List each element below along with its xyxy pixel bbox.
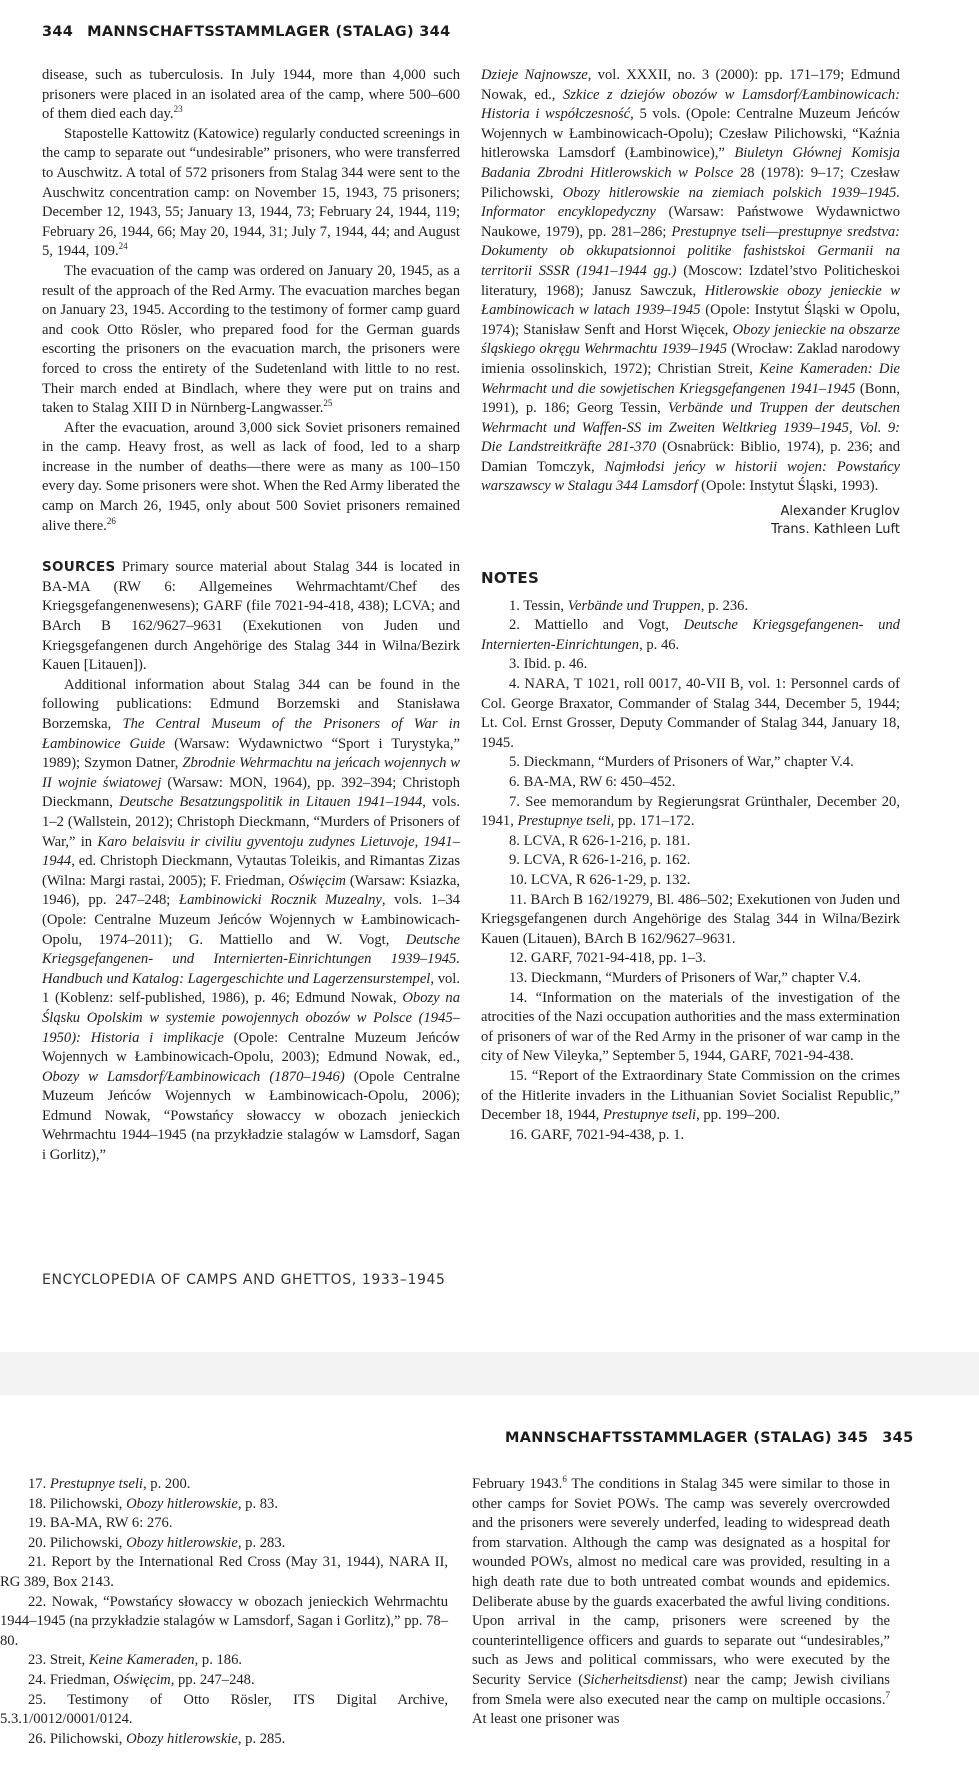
body-text-segment: February 1943. [472,1476,563,1492]
note-text: , p. 236. [700,597,749,614]
note-text: , p. 186. [194,1652,243,1669]
body-text-segment: ) near the camp; Jewish civilians from Smela were also executed near the camp on multiple occasions. [472,1671,890,1708]
note-text: Obozy hitlerowskie [126,1534,238,1551]
citation-text: The Central Museum of the Prisoners of War in Łambinowice Guide [42,716,460,752]
note-text: , pp. 171–172. [610,813,695,830]
running-head [505,1430,913,1446]
citation-text: , 5 vols. (Opole: Centralne Muzeum Jeńców Wojennych w Łambinowicach-Opolu); Czesław Pilichowski, “Kaźnia hitlerowska Lamsdorf (Łambinowice),” [481,106,900,162]
citation-text: Zbrodnie Wehrmachtu na jeńcach wojennych w II wojnie światowej [42,755,461,791]
citation-text: Obozy jenieckie na obszarze śląskiego okręgu Wehrmachtu 1939–1945 [481,321,900,358]
note-item [481,1126,900,1146]
citation-text: , vols. 1–2 (Wallstein, 2012); Christoph Dieckmann, “Murders of Prisoners of War,” in [42,794,460,850]
paragraph-text: After the evacuation, around 3,000 sick Soviet prisoners remained in the camp. Heavy frost, as well as lack of food, led to a sharp increase in the number of deaths—there were as many as 100–150 every day. Some prisoners were shot. When the Red Army liberated the camp on March 26, 1945, only about 500 Soviet prisoners remained alive there. [42,419,460,534]
body-text-segment: 6 [562,1474,567,1485]
note-text: Obozy hitlerowskie [126,1730,238,1747]
note-text: , p. 83. [237,1495,278,1512]
body-text-segment: Sicherheitsdienst [583,1671,683,1688]
note-item [481,597,900,617]
note-item [481,891,900,950]
citation-text: (Wrocław: Zaklad narodowy imienia ossolinskich, 1972); Christian Streit, [481,341,901,377]
translator-credit: Trans. Kathleen Luft [771,522,900,538]
note-item [481,655,900,675]
note-text: 20. Pilichowski, [28,1534,127,1551]
citation-text: (Osnabrück: Biblio, 1974), p. 236; and Damian Tomczyk, [481,439,901,475]
footnote-ref: 26 [106,515,116,526]
citation-text: (Opole: Instytut Śląski, 1993). [697,478,879,495]
citation-text: (Bonn, 1991), p. 186; Georg Tessin, [481,380,900,417]
citation-text: Keine Kameraden: Die Wehrmacht und die sowjetischen Kriegsgefangenen 1941–1945 [481,360,900,397]
citation-text: Additional information about Stalag 344 can be found in the following publications: Edmund Borzemski and Stanisława Borzemska, [42,676,460,732]
citation-text: (Opole Centralne Muzeum Jeńców Wojennych w Łambinowicach-Opolu, 2006); Edmund Nowak, “Powstańcy słowaccy w obozach jenieckich Wehrmachtu 1944–1945 (na przykładzie stalagów w Lamsdorf, Sagan i Gorlitz),” [42,1068,461,1164]
citation-text: Najmłodsi jeńcy w historii wojen: Powstańcy warszawscy w Stalagu 344 Lamsdorf [481,458,900,495]
note-text: 5. Dieckmann, “Murders of Prisoners of War,” chapter V.4. [509,754,854,771]
footnote-ref: 24 [118,241,128,252]
author-signature: Alexander Kruglov [780,504,900,520]
citation-text: 28 (1978): 9–17; Czesław Pilichowski, [481,164,900,201]
note-item [0,1691,448,1730]
note-item [0,1651,448,1671]
note-text: , p. 200. [142,1476,191,1492]
note-text: 3. Ibid. p. 46. [509,656,588,673]
note-item [481,1067,900,1126]
note-item [481,989,900,1067]
body-text-segment: The conditions in Stalag 345 were similar to those in other camps for Soviet POWs. The camp was severely overcrowded and the prisoners were severely underfed, leading to widespread death from starvation. Although the camp was designated as a hospital for wounded POWs, almost no medical care was provided, resulting in a high death rate due to both untreated combat wounds and epidemics. Deliberate abuse by the guards exacerbated the awful living conditions. Upon arrival in the camp, prisoners were screened by the counterintelligence officers and guards to separate out “undesirables,” such as Jews and political commissars, who were executed by the Security Service ( [472,1476,891,1688]
body-text [42,66,460,536]
page-number: 345 [882,1430,914,1446]
citation-text: Deutsche Kriegsgefangenen- und Internierten-Einrichtungen 1939–1945. Handbuch und Katalog: Lagergeschichte und Lagerzensurstempel [42,931,460,987]
notes-column [0,1475,448,1749]
page-345 [0,1395,979,1766]
note-text: , pp. 247–248. [170,1671,255,1688]
citation-text: Prestupnye tseli—prestupnye sredstva: Dokumenty ob okkupatsionnoi politike fashistskoi Germanii na territorii SSSR (1941–1944 gg.) [481,223,900,279]
note-text: 8. LCVA, R 626-1-216, p. 181. [509,832,691,849]
note-text: , p. 283. [237,1534,286,1551]
note-text: 13. Dieckmann, “Murders of Prisoners of War,” chapter V.4. [509,969,862,986]
note-text: Prestupnye tseli [602,1107,697,1124]
citation-text: (Warsaw: Państwowe Wydawnictwo Naukowe, 1979), pp. 281–286; [481,204,900,240]
note-text: Prestupnye tseli [49,1476,143,1492]
note-item [481,773,900,793]
note-item [481,675,900,753]
note-item [481,969,900,989]
note-text: 19. BA-MA, RW 6: 276. [28,1515,173,1532]
note-item [481,851,900,871]
body-text [472,1475,890,1730]
note-item [481,949,900,969]
body-paragraph [42,419,460,537]
citation-text: Obozy hitlerowskie na ziemiach polskich 1939–1945. Informator encyklopedyczny [481,184,900,221]
sources-text: Primary source material about Stalag 344 is located in BA-MA (RW 6: Allgemeines Wehrmachtamt/Chef des Kriegsgefangenenwesens); GARF (file 7021-94-418, 438); LCVA; and BArch B 162/9627–9631 (Exekutionen von Juden und Kriegsgefangenen durch Angehörige des Stalag 344 in Wilna/Bezirk Kauen [Litauen]). [42,559,460,674]
citation-text: (Opole: Centralne Muzeum Jeńców Wojennych w Łambinowicach-Opolu, 2003); Edmund Nowak, ed., [42,1029,460,1066]
body-paragraph [42,262,460,419]
body-text-segment: At least one prisoner was [472,1711,620,1728]
note-text: Verbände und Truppen [567,597,701,614]
note-item [0,1593,448,1652]
note-item [0,1534,448,1554]
citation-text: (Warsaw: Ksiazka, 1946), pp. 247–248; [42,872,460,909]
citation-text: (Warsaw: Wydawnictwo “Sport i Turystyka,” 1989); Szymon Datner, [42,735,460,772]
bibliography-continued [481,66,900,497]
note-text: 15. “Report of the Extraordinary State Commission on the crimes of the Hitlerite invaders in the Lithuanian Soviet Socialist Republic,” December 18, 1944, [481,1067,900,1124]
footnote-ref: 25 [323,398,333,409]
note-text: Prestupnye tseli [517,813,611,830]
note-item [0,1514,448,1534]
citation-text: Łambinowicki Rocznik Muzealny [178,892,382,909]
citation-text: , ed. Christoph Dieckmann, Vytautas Toleikis, and Rimantas Zizas (Wilna: Margi rastai, 2005); F. Friedman, [42,853,460,889]
note-text: 4. NARA, T 1021, roll 0017, 40-VII B, vol. 1: Personnel cards of Col. George Braxator, Commander of Stalag 344, December 5, 1944; Lt. Col. Ernst Grosser, Deputy Commander of Stalag 344, January 18, 1945. [481,676,900,751]
note-text: Keine Kameraden [88,1652,195,1669]
note-text: 12. GARF, 7021-94-418, pp. 1–3. [509,950,707,967]
paragraph-text: Stapostelle Kattowitz (Katowice) regularly conducted screenings in the camp to separate out “undesirable” prisoners, who were transferred to Auschwitz. A total of 572 prisoners from Stalag 344 were sent to the Auschwitz concentration camp: on November 15, 1943, 75 prisoners; December 12, 1943, 55; January 13, 1944, 73; February 24, 1944, 119; February 26, 1944, 66; May 20, 1944, 31; July 7, 1944, 44; and August 5, 1944, 109. [42,125,460,260]
note-text: 17. [28,1476,50,1492]
note-item [481,616,900,655]
citation-text: , vol. 1 (Koblenz: self-published, 1986), p. 46; Edmund Nowak, [42,970,461,1007]
body-text-segment: 7 [885,1689,890,1700]
note-text: Obozy hitlerowskie [126,1495,238,1512]
left-column [42,66,460,1166]
note-text: Oświęcim [113,1671,171,1688]
note-item [481,871,900,891]
citation-text: Verbände und Truppen der deutschen Wehrmacht und Waffen-SS im Zweiten Weltkrieg 1939–1945, Vol. 9: Die Landstreitkräfte 281-370 [481,400,900,456]
note-item [481,753,900,773]
body-paragraph [42,125,460,262]
body-paragraph [42,66,460,125]
note-text: , pp. 199–200. [696,1107,780,1124]
note-text: 14. “Information on the materials of the investigation of the atrocities of the Nazi occupation authorities and the mass extermination of prisoners of war of the Red Army in the prisoner of war camp in the city of New Vileyka,” September 5, 1944, GARF, 7021-94-438. [481,989,900,1065]
additional-publications [42,676,460,1166]
citation-text: (Warsaw: MON, 1964), pp. 392–394; Christoph Dieckmann, [42,774,460,811]
note-item [0,1495,448,1515]
sources-paragraph [42,558,460,676]
footer: ENCYCLOPEDIA OF CAMPS AND GHETTOS, 1933–1945 [42,1272,446,1288]
note-text: 18. Pilichowski, [28,1495,127,1512]
note-text: Deutsche Kriegsgefangenen- und Internierten-Einrichtungen [481,617,900,653]
note-text: 1. Tessin, [509,597,568,614]
page-number: 344 [42,24,74,40]
footnote-ref: 23 [173,104,183,115]
citation-text: , vols. 1–34 (Opole: Centralne Muzeum Jeńców Wojennych w Łambinowicach-Opolu, 1974–2011); G. Mattiello and W. Vogt, [42,892,460,948]
sources-label: SOURCES [42,559,116,576]
notes-list [481,597,900,1146]
note-text: 6. BA-MA, RW 6: 450–452. [509,774,676,790]
note-item [481,832,900,852]
note-text: , p. 46. [639,636,680,653]
note-text: 22. Nowak, “Powstańcy słowaccy w obozach jenieckich Wehrmachtu 1944–1945 (na przykładzie stalagów w Lamsdorf, Sagan i Gorlitz),” pp. 78–80. [0,1593,448,1649]
citation-text: Karo belaisviu ir civiliu gyventoju zudynes Lietuvoje, 1941–1944 [42,833,460,870]
header-title: MANNSCHAFTSSTAMMLAGER (STALAG) 344 [87,24,451,40]
note-text: 21. Report by the International Red Cross (May 31, 1944), NARA II, RG 389, Box 2143. [0,1554,448,1590]
running-head [42,24,450,40]
citation-text: Obozy w Lamsdorf/Łambinowicach (1870–1946) [42,1068,345,1085]
citation-text: Obozy na Śląsku Opolskim w systemie powojennych obozów w Polsce (1945–1950): Historia i implikacje [42,990,460,1046]
note-item [0,1475,448,1495]
note-item [0,1671,448,1691]
note-item [0,1730,448,1750]
note-item [0,1553,448,1592]
note-text: 10. LCVA, R 626-1-29, p. 132. [509,871,691,888]
header-title: MANNSCHAFTSSTAMMLAGER (STALAG) 345 [505,1430,869,1446]
citation-text: Biuletyn Głównej Komisja Badania Zbrodni Hitlerowskich w Polsce [481,145,900,181]
note-text: 7. See memorandum by Regierungsrat Grünthaler, December 20, 1941, [481,793,900,830]
right-column [472,1475,890,1730]
paragraph-text: disease, such as tuberculosis. In July 1944, more than 4,000 such prisoners were placed in an isolated area of the camp, where 500–600 of them died each day. [42,67,460,123]
note-text: , p. 285. [237,1730,286,1747]
right-column [481,66,900,1145]
citation-text: , vol. XXXII, no. 3 (2000): pp. 171–179; Edmund Nowak, ed., [481,67,900,103]
note-text: 9. LCVA, R 626-1-216, p. 162. [509,852,691,869]
note-text: 26. Pilichowski, [28,1730,127,1747]
notes-list [0,1475,448,1749]
note-text: 23. Streit, [28,1652,89,1669]
note-text: 2. Mattiello and Vogt, [509,617,684,634]
notes-heading: NOTES [481,569,540,588]
citation-text: Oświęcim [288,872,346,889]
citation-text: Szkice z dziejów obozów w Lamsdorf/Łambinowicach: Historia i współczesność [481,86,900,123]
note-text: 11. BArch B 162/19279, Bl. 486–502; Exekutionen von Juden und Kriegsgefangenen durch Angehörige des Stalag 344 in Wilna/Bezirk Kauen (Litauen), BArch B 162/9627–9631. [481,891,900,947]
note-item [481,793,900,832]
citation-text: (Opole: Instytut Śląski w Opolu, 1974); Stanisław Senft and Horst Więcek, [481,302,900,338]
citation-text: Hitlerowskie obozy jenieckie w Łambinowicach w latach 1939–1945 [481,282,900,319]
note-text: 16. GARF, 7021-94-438, p. 1. [509,1126,685,1143]
citation-text: (Moscow: Izdatel’stvo Politicheskoi literatury, 1968); Janusz Sawczuk, [481,262,900,299]
paragraph-text: The evacuation of the camp was ordered on January 20, 1945, as a result of the approach of the Red Army. The evacuation marches began on January 23, 1945. According to the testimony of former camp guard and cook Otto Rösler, who prepared food for the German guards escorting the prisoners on the evacuation march, the prisoners were forced to cross the entirety of the Sudetenland with little to no rest. Their march ended at Bindlach, where they were put on trains and taken to Stalag XIII D in Nürnberg-Langwasser. [42,262,460,417]
note-text: 25. Testimony of Otto Rösler, ITS Digital Archive, 5.3.1/0012/0001/0124. [0,1691,448,1728]
note-text: 24. Friedman, [28,1671,114,1688]
citation-text: Deutsche Besatzungspolitik in Litauen 1941–1944 [119,794,423,811]
citation-text: Dzieje Najnowsze [481,67,588,83]
